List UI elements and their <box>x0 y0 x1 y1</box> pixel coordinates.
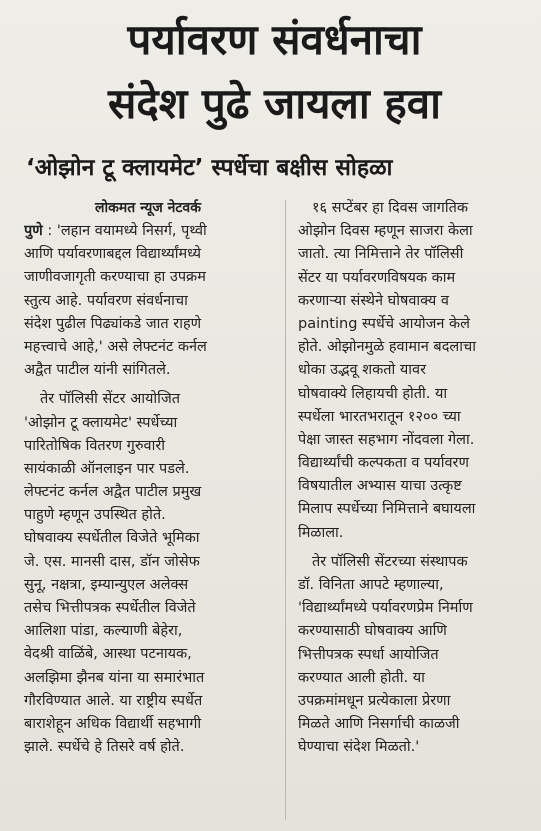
article-line: गौरविण्यात आले. या राष्ट्रीय स्पर्धेत <box>24 692 203 709</box>
article-line: स्तुत्य आहे. पर्यावरण संवर्धनाचा <box>24 292 188 309</box>
article-line: मिळते आणि निसर्गाची काळजी <box>298 716 460 733</box>
article-line: ओझोन दिवस म्हणून साजरा केला <box>298 223 473 240</box>
article-line: घोषवाक्य स्पर्धेतील विजेते भूमिका <box>24 530 200 547</box>
subheadline: ‘ओझोन टू क्लायमेट’ स्पर्धेचा बक्षीस सोहळा <box>26 155 393 181</box>
article-line: आलिशा पांडा, कल्याणी बेहेरा, <box>24 623 183 640</box>
article-line: झाले. स्पर्धेचे हे तिसरे वर्ष होते. <box>24 739 185 756</box>
article-line: आणि पर्यावरणाबद्दल विद्यार्थ्यांमध्ये <box>24 246 202 263</box>
article-line: संदेश पुढील पिढ्यांकडे जात राहणे <box>24 315 202 332</box>
article-line: जे. एस. मानसी दास, डॉन जोसेफ <box>24 553 200 570</box>
article-line: तेर पॉलिसी सेंटर आयोजित <box>40 391 180 408</box>
article-line: पुणे : 'लहान वयामध्ये निसर्ग, पृथ्वी <box>24 223 207 239</box>
article-line: पाहुणे म्हणून उपस्थित होते. <box>24 507 166 524</box>
article-line: सेंटर या पर्यावरणविषयक काम <box>298 269 456 286</box>
article-line: लेफ्टनंट कर्नल अद्वैत पाटील प्रमुख <box>24 484 202 501</box>
article-line: महत्त्वाचे आहे,' असे लेफ्टनंट कर्नल <box>24 338 207 355</box>
article-line: पारितोषिक वितरण गुरुवारी <box>24 437 166 454</box>
article-line: अद्वैत पाटील यांनी सांगितले. <box>24 362 171 379</box>
article-line: धोका उद्भवू शकतो यावर <box>298 362 427 379</box>
article-line: विद्यार्थ्यांची कल्पकता व पर्यावरण <box>298 455 469 472</box>
article-line: घोषवाक्ये लिहायची होती. या <box>298 385 448 402</box>
article-line: होते. ओझोनमुळे हवामान बदलाचा <box>298 339 476 356</box>
headline-line-1: पर्यावरण संवर्धनाचा <box>127 15 422 64</box>
article-line: सायंकाळी ऑनलाइन पार पडले. <box>24 460 190 477</box>
article-line: करण्यासाठी घोषवाक्य आणि <box>298 623 447 640</box>
article-line: painting स्पर्धेचे आयोजन केले <box>298 315 471 332</box>
dateline: पुणे <box>24 223 43 239</box>
article-line: सुनू, नक्षत्रा, इम्यान्युएल अलेक्स <box>24 576 189 593</box>
byline: लोकमत न्यूज नेटवर्क <box>95 200 201 216</box>
headline-line-2: संदेश पुढे जायला हवा <box>108 79 441 128</box>
article-line: स्पर्धेला भारतभरातून १२०० च्या <box>298 408 461 425</box>
article-line: अलझिमा झैनब यांना या समारंभात <box>24 669 205 686</box>
article-line: विषयातील अभ्यास याचा उत्कृष्ट <box>298 478 462 495</box>
article-line: करण्यात आली होती. या <box>298 669 425 686</box>
column-divider <box>285 200 286 820</box>
article-line: मिळाला. <box>298 524 344 541</box>
article-line: 'विद्यार्थ्यांमध्ये पर्यावरणप्रेम निर्माण <box>298 600 473 617</box>
article-column-right <box>298 197 536 760</box>
article-line: तेर पॉलिसी सेंटरच्या संस्थापक <box>312 553 468 570</box>
article-line: भित्तीपत्रक स्पर्धा आयोजित <box>298 646 439 663</box>
article-line: घेण्याचा संदेश मिळतो.' <box>298 739 420 756</box>
article-line: मिलाप स्पर्धेच्या निमित्ताने बघायला <box>298 501 476 518</box>
article-line: जाणीवजागृती करण्याचा हा उपक्रम <box>24 269 206 286</box>
article-line: करणाऱ्या संस्थेने घोषवाक्य व <box>298 292 449 309</box>
article-line: बाराशेहून अधिक विद्यार्थी सहभागी <box>24 715 202 732</box>
article-line: तसेच भित्तीपत्रक स्पर्धेतील विजेते <box>24 600 196 616</box>
article-line: १६ सप्टेंबर हा दिवस जागतिक <box>312 200 468 216</box>
article-line: डॉ. विनिता आपटे म्हणाल्या, <box>298 577 444 593</box>
article-line: जातो. त्या निमित्ताने तेर पॉलिसी <box>298 246 464 263</box>
article-line: उपक्रमांमधून प्रत्येकाला प्रेरणा <box>298 692 451 709</box>
article-line: वेदश्री वाळिंबे, आस्था पटनायक, <box>24 646 192 663</box>
article-line: पेक्षा जास्त सहभाग नोंदवला गेला. <box>298 431 475 448</box>
article-line: 'ओझोन टू क्लायमेट' स्पर्धेच्या <box>24 414 178 431</box>
article-column-left <box>24 197 272 759</box>
